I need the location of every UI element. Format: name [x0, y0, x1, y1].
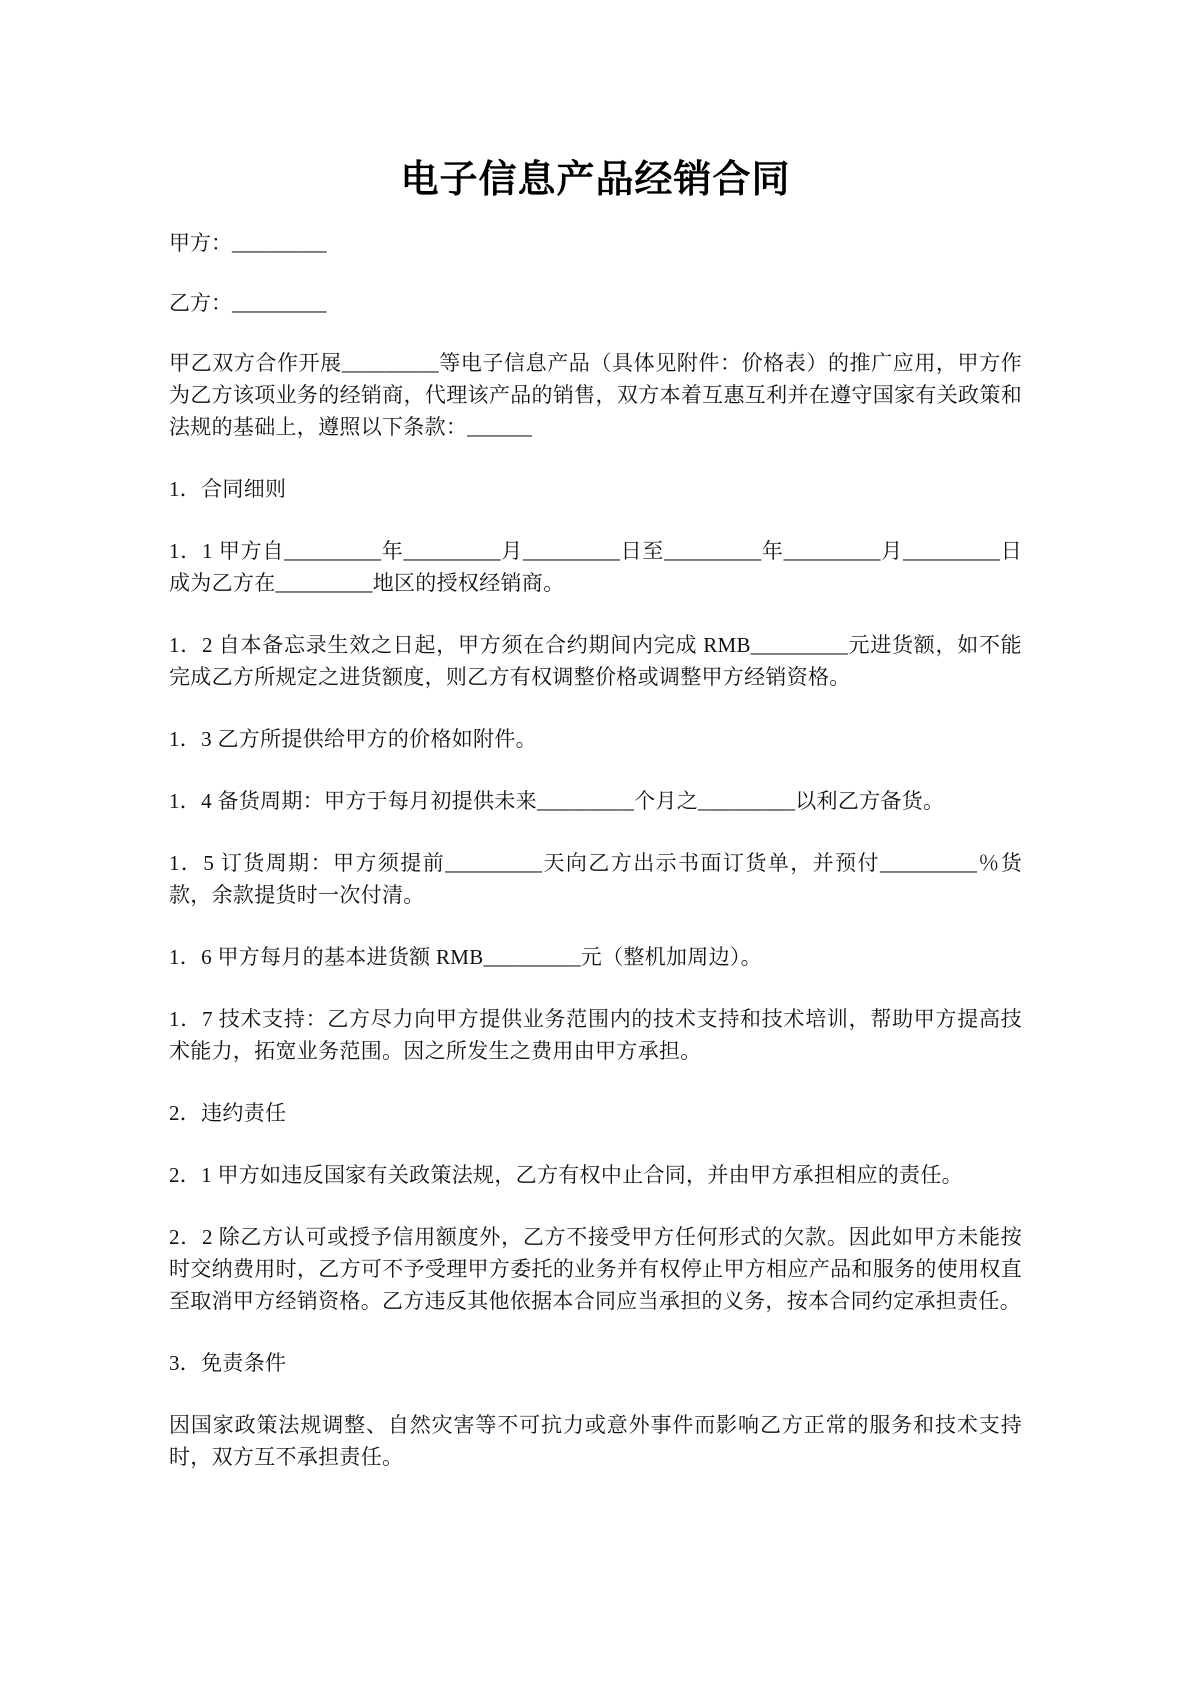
- clause-1-3: 1．3 乙方所提供给甲方的价格如附件。: [169, 727, 537, 751]
- clause-2-2: 2．2 除乙方认可或授予信用额度外，乙方不接受甲方任何形式的欠款。因此如甲方未能按时交纳费用时，乙方可不予受理甲方委托的业务并有权停止甲方相应产品和服务的使用权直至取消甲方经销资格。乙方违反其他依据本合同应当承担的义务，按本合同约定承担责任。: [169, 1225, 1022, 1313]
- clause-1-2: 1．2 自本备忘录生效之日起，甲方须在合约期间内完成 RMB_________元进货额，如不能完成乙方所规定之进货额度，则乙方有权调整价格或调整甲方经销资格。: [169, 633, 1022, 689]
- section-1-heading: 1．合同细则: [169, 477, 287, 501]
- party-b-blank-line: 乙方：_________: [169, 291, 327, 315]
- clause-1-4: 1．4 备货周期：甲方于每月初提供未来_________个月之_________以利乙方备货。: [169, 789, 945, 813]
- clause-1-5: 1．5 订货周期：甲方须提前_________天向乙方出示书面订货单，并预付_________％货款，余款提货时一次付清。: [169, 851, 1022, 907]
- clause-1-7: 1．7 技术支持：乙方尽力向甲方提供业务范围内的技术支持和技术培训，帮助甲方提高技术能力，拓宽业务范围。因之所发生之费用由甲方承担。: [169, 1007, 1022, 1063]
- document-title: 电子信息产品经销合同: [400, 159, 791, 201]
- intro-paragraph: 甲乙双方合作开展_________等电子信息产品（具体见附件：价格表）的推广应用，甲方作为乙方该项业务的经销商，代理该产品的销售，双方本着互惠互利并在遵守国家有关政策和法规的基础上，遵照以下条款：______: [169, 351, 1022, 439]
- section-3-paragraph: 因国家政策法规调整、自然灾害等不可抗力或意外事件而影响乙方正常的服务和技术支持时，双方互不承担责任。: [169, 1413, 1022, 1469]
- party-a-blank-line: 甲方：_________: [169, 231, 327, 255]
- clause-1-1: 1．1 甲方自_________年_________月_________日至_________年_________月_________日成为乙方在_________地区的授权经销商。: [169, 539, 1022, 595]
- clause-2-1: 2．1 甲方如违反国家有关政策法规，乙方有权中止合同，并由甲方承担相应的责任。: [169, 1163, 963, 1187]
- clause-1-6: 1．6 甲方每月的基本进货额 RMB_________元（整机加周边）。: [169, 945, 762, 969]
- section-3-heading: 3．免责条件: [169, 1351, 287, 1375]
- section-2-heading: 2．违约责任: [169, 1101, 287, 1125]
